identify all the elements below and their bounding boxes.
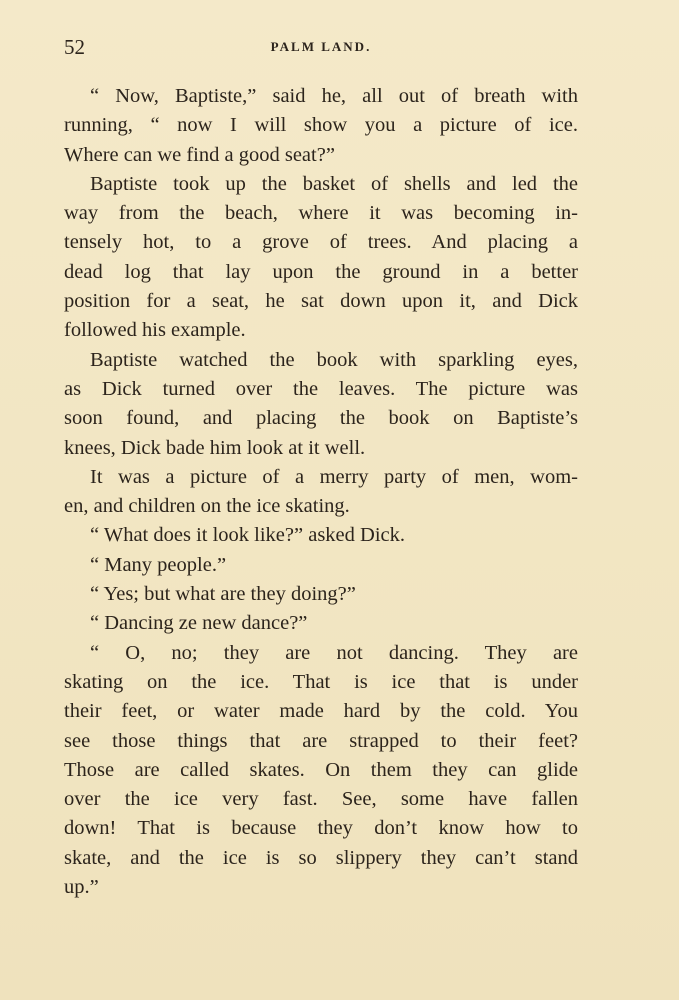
- text-line: as Dick turned over the leaves. The picture was: [64, 377, 578, 400]
- text-line: Where can we find a good seat?”: [64, 143, 335, 166]
- text-line: Baptiste watched the book with sparkling eyes,: [90, 348, 578, 371]
- text-line: position for a seat, he sat down upon it, and Dick: [64, 290, 578, 313]
- text-line: “ Yes; but what are they doing?”: [90, 583, 356, 606]
- page-header: [64, 34, 578, 60]
- text-line: Baptiste took up the basket of shells and led the: [90, 172, 578, 195]
- text-line: dead log that lay upon the ground in a better: [64, 260, 578, 283]
- body-text: [64, 82, 578, 902]
- text-line: over the ice very fast. See, some have fallen: [64, 788, 578, 811]
- text-line: followed his example.: [64, 319, 246, 342]
- text-line: running, “ now I will show you a picture of ice.: [64, 114, 578, 137]
- text-line: en, and children on the ice skating.: [64, 495, 350, 518]
- text-line: “ Many people.”: [90, 553, 227, 576]
- text-line: “ Dancing ze new dance?”: [90, 612, 308, 635]
- text-line: “ What does it look like?” asked Dick.: [90, 524, 405, 547]
- text-line: “ O, no; they are not dancing. They are: [90, 641, 578, 664]
- text-line: It was a picture of a merry party of men, wom-: [90, 465, 578, 488]
- page-number: 52: [64, 35, 85, 59]
- text-line: up.”: [64, 876, 99, 899]
- text-line: tensely hot, to a grove of trees. And placing a: [64, 231, 578, 254]
- text-line: their feet, or water made hard by the cold. You: [64, 700, 578, 723]
- text-line: skate, and the ice is so slippery they can’t stand: [64, 846, 578, 869]
- text-line: down! That is because they don’t know how to: [64, 817, 578, 840]
- text-line: soon found, and placing the book on Baptiste’s: [64, 407, 578, 430]
- text-line: way from the beach, where it was becoming in-: [64, 202, 578, 225]
- text-line: see those things that are strapped to their feet?: [64, 729, 578, 752]
- text-line: Those are called skates. On them they can glide: [64, 758, 578, 781]
- running-head: PALM LAND.: [270, 39, 372, 54]
- text-line: skating on the ice. That is ice that is under: [64, 670, 578, 693]
- text-line: “ Now, Baptiste,” said he, all out of breath with: [90, 85, 578, 107]
- text-line: knees, Dick bade him look at it well.: [64, 436, 366, 459]
